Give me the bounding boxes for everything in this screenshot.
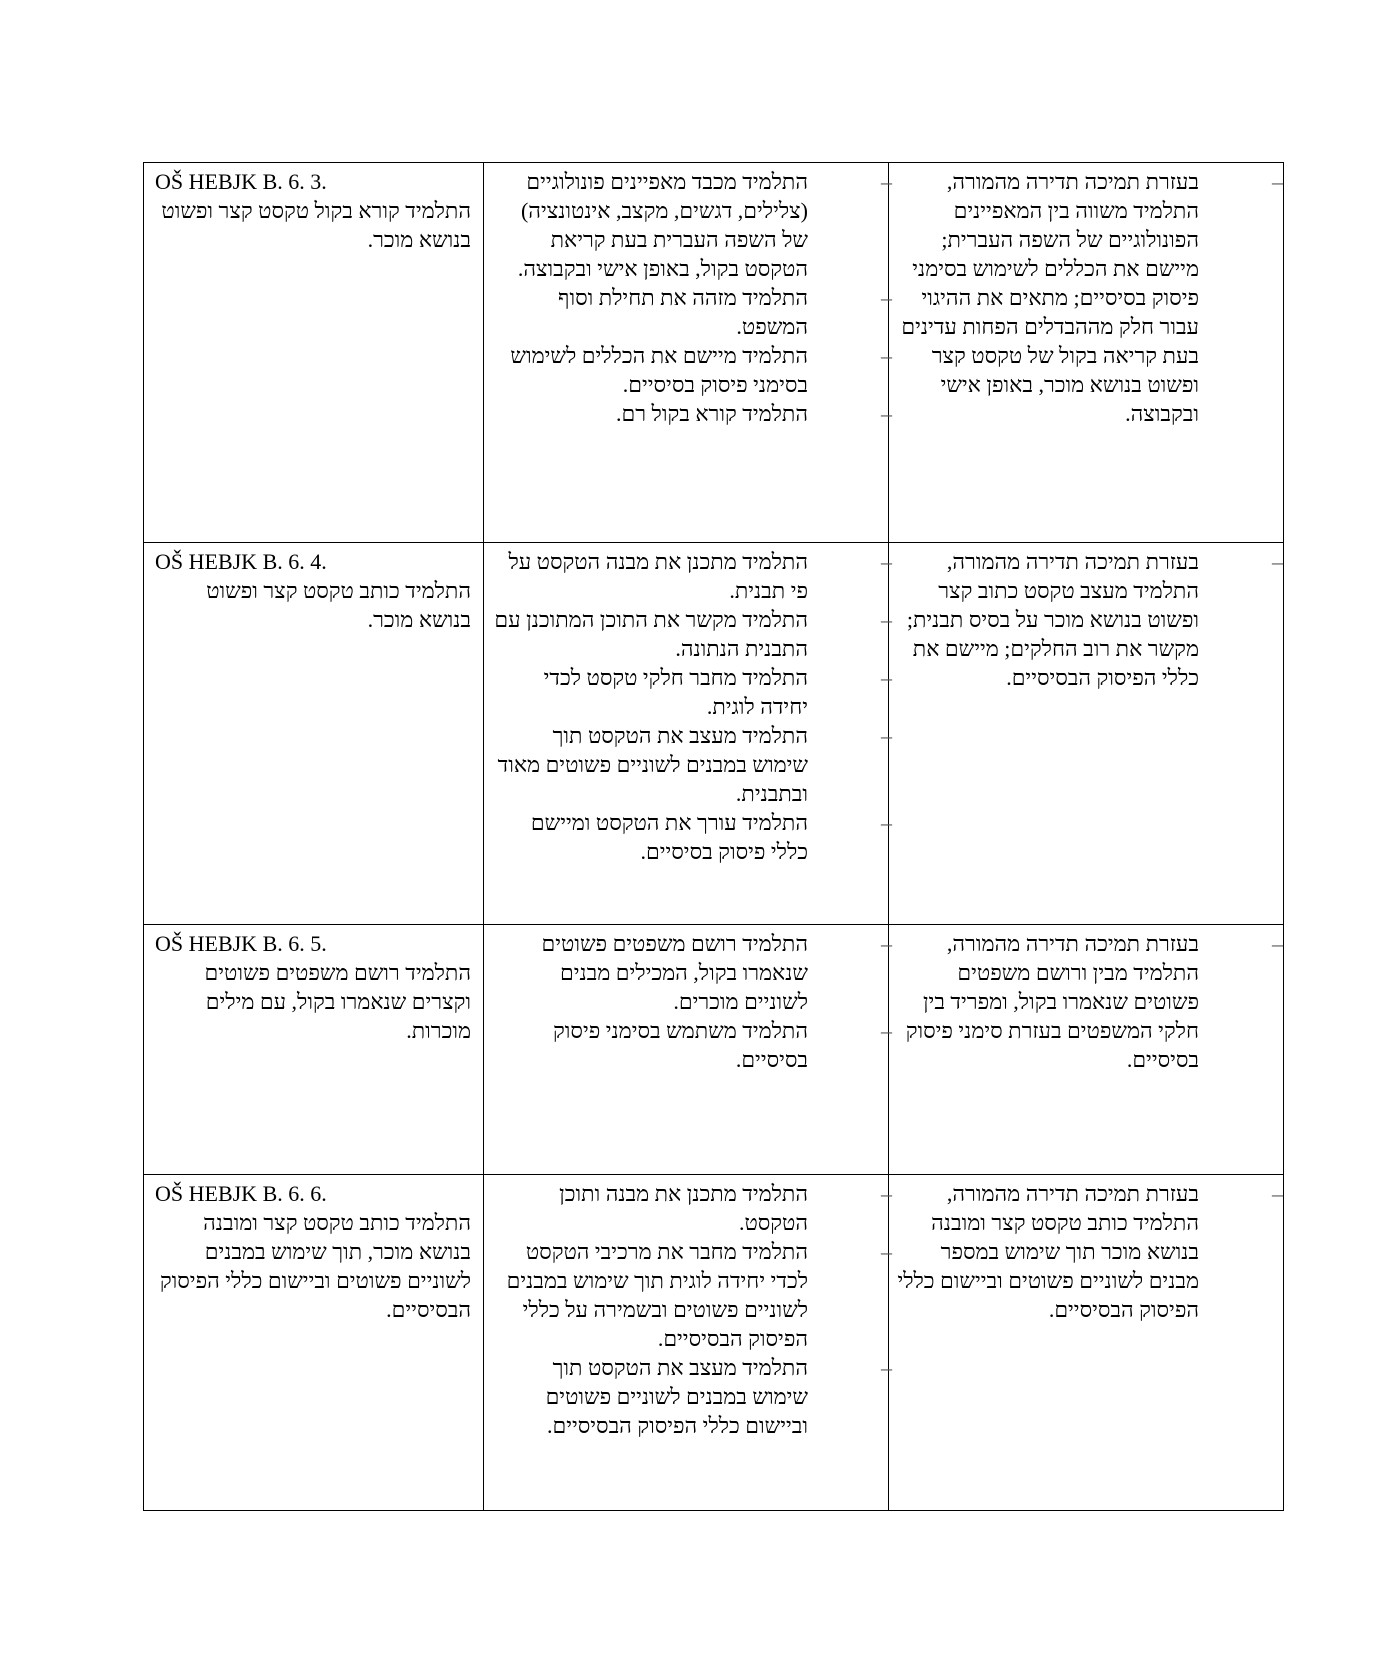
table-row <box>144 1175 1284 1511</box>
level-cell <box>889 163 1284 543</box>
outcomes-cell <box>484 543 889 925</box>
outcomes-list <box>492 167 822 428</box>
code-cell <box>144 543 484 925</box>
level-list <box>897 1179 1205 1324</box>
outcomes-list <box>492 1179 822 1440</box>
list-item: – בעזרת תמיכה תדירה מהמורה, התלמיד כותב טקסט קצר ומובנה בנושא מוכר תוך שימוש במספר מבנים לשוניים פשוטים וביישום כללי הפיסוק הבסיסיים. <box>897 1179 1205 1324</box>
outcomes-cell <box>484 163 889 543</box>
list-item: – בעזרת תמיכה תדירה מהמורה, התלמיד משווה בין המאפיינים הפונולוגיים של השפה העברית; מיישם את הכללים לשימוש בסימני פיסוק בסיסיים; מתאים את ההיגוי עבור חלק מההבדלים הפחות עדינים בעת קריאה בקול של טקסט קצר ופשוט בנושא מוכר, באופן אישי ובקבוצה. <box>897 167 1205 428</box>
table-row <box>144 163 1284 543</box>
list-item: – התלמיד מעצב את הטקסט תוך שימוש במבנים לשוניים פשוטים מאוד ובתבנית. <box>492 721 822 808</box>
list-item: – התלמיד מקשר את התוכן המתוכנן עם התבנית הנתונה. <box>492 605 822 663</box>
level-cell <box>889 925 1284 1175</box>
level-cell <box>889 1175 1284 1511</box>
outcome-code: OŠ HEBJK B. 6. 3. <box>155 169 327 194</box>
outcome-code: OŠ HEBJK B. 6. 4. <box>155 549 327 574</box>
table-row <box>144 925 1284 1175</box>
list-item: – התלמיד מזהה את תחילת וסוף המשפט. <box>492 283 822 341</box>
list-item: – התלמיד מכבד מאפיינים פונולוגיים (צלילים, דגשים, מקצב, אינטונציה) של השפה העברית בעת קריאת הטקסט בקול, באופן אישי ובקבוצה. <box>492 167 822 283</box>
table-row <box>144 543 1284 925</box>
code-cell <box>144 163 484 543</box>
list-item: – התלמיד מיישם את הכללים לשימוש בסימני פיסוק בסיסיים. <box>492 341 822 399</box>
list-item: – התלמיד מחבר חלקי טקסט לכדי יחידה לוגית. <box>492 663 822 721</box>
list-item: – התלמיד מתכנן את מבנה ותוכן הטקסט. <box>492 1179 822 1237</box>
list-item: – בעזרת תמיכה תדירה מהמורה, התלמיד מעצב טקסט כתוב קצר ופשוט בנושא מוכר על בסיס תבנית; מקשר את רוב החלקים; מיישם את כללי הפיסוק הבסיסיים. <box>897 547 1205 692</box>
outcome-description: התלמיד קורא בקול טקסט קצר ופשוט בנושא מוכר. <box>161 198 471 252</box>
outcome-code: OŠ HEBJK B. 6. 5. <box>155 931 327 956</box>
list-item: – התלמיד עורך את הטקסט ומיישם כללי פיסוק בסיסיים. <box>492 808 822 866</box>
outcome-code: OŠ HEBJK B. 6. 6. <box>155 1181 327 1206</box>
list-item: – התלמיד רושם משפטים פשוטים שנאמרו בקול, המכילים מבנים לשוניים מוכרים. <box>492 929 822 1016</box>
outcomes-cell <box>484 1175 889 1511</box>
curriculum-table <box>143 162 1284 1511</box>
outcome-description: התלמיד רושם משפטים פשוטים וקצרים שנאמרו בקול, עם מילים מוכרות. <box>204 960 471 1043</box>
list-item: – התלמיד מתכנן את מבנה הטקסט על פי תבנית. <box>492 547 822 605</box>
code-cell <box>144 1175 484 1511</box>
level-list <box>897 167 1205 428</box>
outcomes-cell <box>484 925 889 1175</box>
outcome-description: התלמיד כותב טקסט קצר ופשוט בנושא מוכר. <box>206 578 471 632</box>
list-item: – התלמיד משתמש בסימני פיסוק בסיסיים. <box>492 1016 822 1074</box>
list-item: – התלמיד מעצב את הטקסט תוך שימוש במבנים לשוניים פשוטים וביישום כללי הפיסוק הבסיסיים. <box>492 1353 822 1440</box>
level-list <box>897 547 1205 692</box>
code-cell <box>144 925 484 1175</box>
outcomes-list <box>492 929 822 1074</box>
level-list <box>897 929 1205 1074</box>
outcomes-list <box>492 547 822 866</box>
outcome-description: התלמיד כותב טקסט קצר ומובנה בנושא מוכר, תוך שימוש במבנים לשוניים פשוטים וביישום כללי הפיסוק הבסיסיים. <box>159 1210 471 1322</box>
list-item: – התלמיד מחבר את מרכיבי הטקסט לכדי יחידה לוגית תוך שימוש במבנים לשוניים פשוטים ובשמירה על כללי הפיסוק הבסיסיים. <box>492 1237 822 1353</box>
list-item: – התלמיד קורא בקול רם. <box>492 399 822 428</box>
level-cell <box>889 543 1284 925</box>
list-item: – בעזרת תמיכה תדירה מהמורה, התלמיד מבין ורושם משפטים פשוטים שנאמרו בקול, ומפריד בין חלקי המשפטים בעזרת סימני פיסוק בסיסיים. <box>897 929 1205 1074</box>
